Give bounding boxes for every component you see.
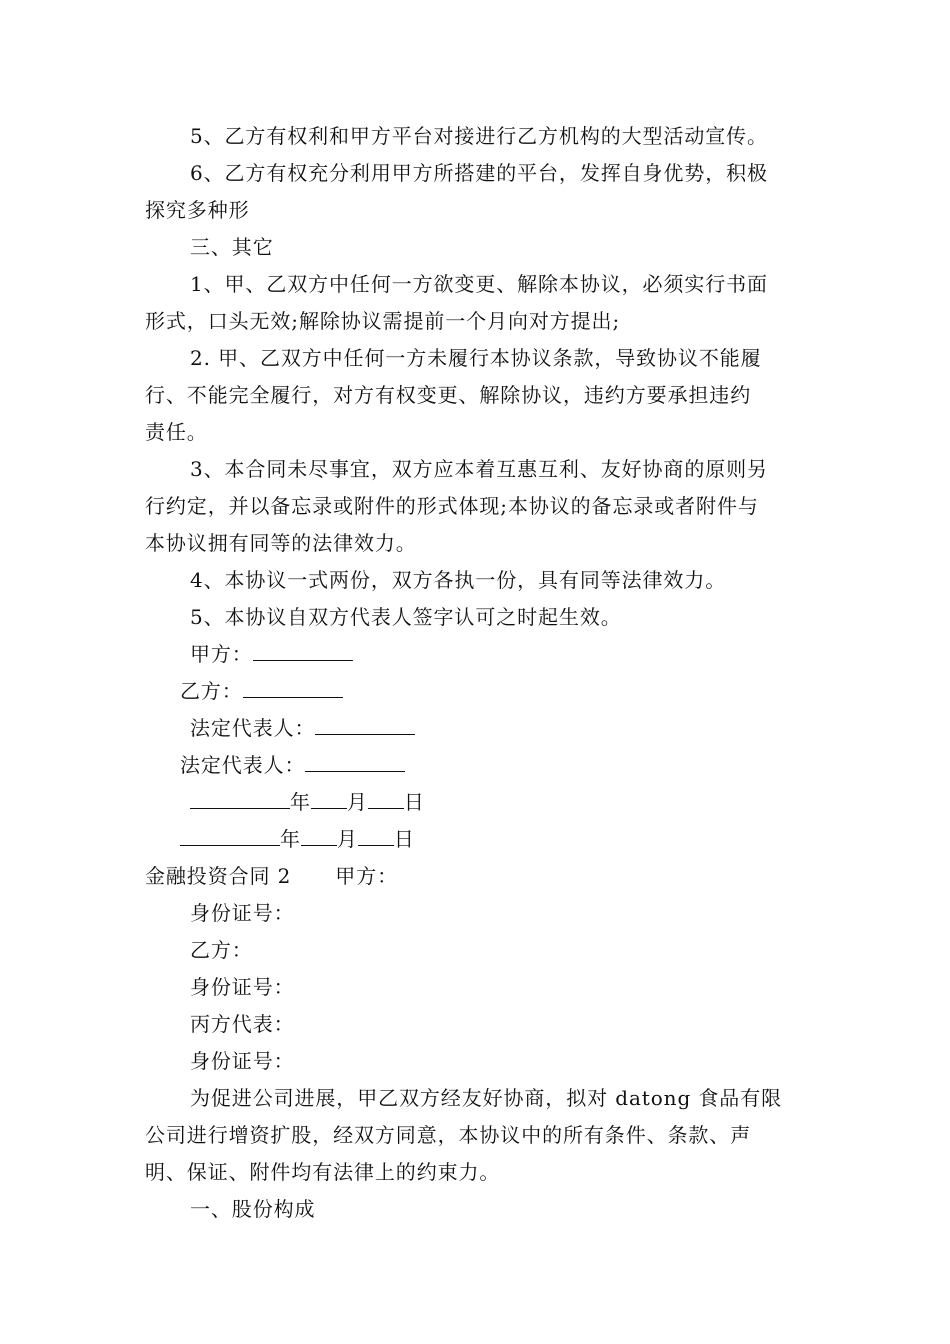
signature-date-b: 年 月 日 (180, 826, 415, 852)
clause-b5: 5、乙方有权利和甲方平台对接进行乙方机构的大型活动宣传。 (190, 124, 768, 148)
clause-c1: 1、甲、乙双方中任何一方欲变更、解除本协议，必须实行书面 (190, 272, 768, 296)
month-blank (301, 827, 337, 846)
month-blank (311, 790, 347, 809)
clause-c1-cont: 形式，口头无效;解除协议需提前一个月向对方提出; (145, 309, 621, 333)
signature-legal-rep-a: 法定代表人： (190, 715, 415, 741)
contract2-title: 金融投资合同 2 (145, 864, 292, 888)
year-blank (190, 790, 290, 809)
contract2-id-c: 身份证号： (190, 1049, 295, 1073)
day-blank (368, 790, 404, 809)
day-blank (358, 827, 394, 846)
signature-blank (253, 642, 353, 661)
clause-c2-cont2: 责任。 (145, 420, 208, 444)
signature-party-b: 乙方： (180, 678, 343, 704)
clause-c4: 4、本协议一式两份，双方各执一份，具有同等法律效力。 (190, 568, 727, 592)
clause-c3: 3、本合同未尽事宜，双方应本着互惠互利、友好协商的原则另 (190, 457, 768, 481)
contract2-id-b: 身份证号： (190, 975, 295, 999)
signature-party-a: 甲方： (190, 641, 353, 667)
signature-date-a: 年 月 日 (190, 789, 425, 815)
section-heading-other: 三、其它 (190, 235, 274, 259)
contract2-party-c-rep: 丙方代表： (190, 1012, 295, 1036)
signature-blank (243, 679, 343, 698)
clause-c3-cont: 行约定，并以备忘录或附件的形式体现;本协议的备忘录或者附件与 (145, 494, 759, 518)
clause-c3-cont2: 本协议拥有同等的法律效力。 (145, 531, 417, 555)
contract2-party-a: 甲方： (335, 864, 398, 888)
clause-b6-cont: 探究多种形 (145, 198, 250, 222)
contract2-section-heading: 一、股份构成 (190, 1197, 316, 1221)
clause-c2: 2. 甲、乙双方中任何一方未履行本协议条款，导致协议不能履 (190, 346, 762, 370)
contract2-intro-cont: 公司进行增资扩股，经双方同意，本协议中的所有条件、条款、声 (145, 1123, 752, 1147)
signature-blank (315, 716, 415, 735)
year-blank (180, 827, 280, 846)
contract2-intro-cont2: 明、保证、附件均有法律上的约束力。 (145, 1160, 501, 1184)
contract2-id-a: 身份证号： (190, 901, 295, 925)
contract2-intro: 为促进公司进展，甲乙双方经友好协商，拟对 datong 食品有限 (190, 1086, 783, 1110)
clause-b6: 6、乙方有权充分利用甲方所搭建的平台，发挥自身优势，积极 (190, 161, 768, 185)
signature-legal-rep-b: 法定代表人： (180, 752, 405, 778)
clause-c2-cont: 行、不能完全履行，对方有权变更、解除协议，违约方要承担违约 (145, 383, 752, 407)
contract2-party-b: 乙方： (190, 938, 253, 962)
signature-blank (305, 753, 405, 772)
clause-c5: 5、本协议自双方代表人签字认可之时起生效。 (190, 605, 622, 629)
contract2-title-line (145, 863, 398, 889)
